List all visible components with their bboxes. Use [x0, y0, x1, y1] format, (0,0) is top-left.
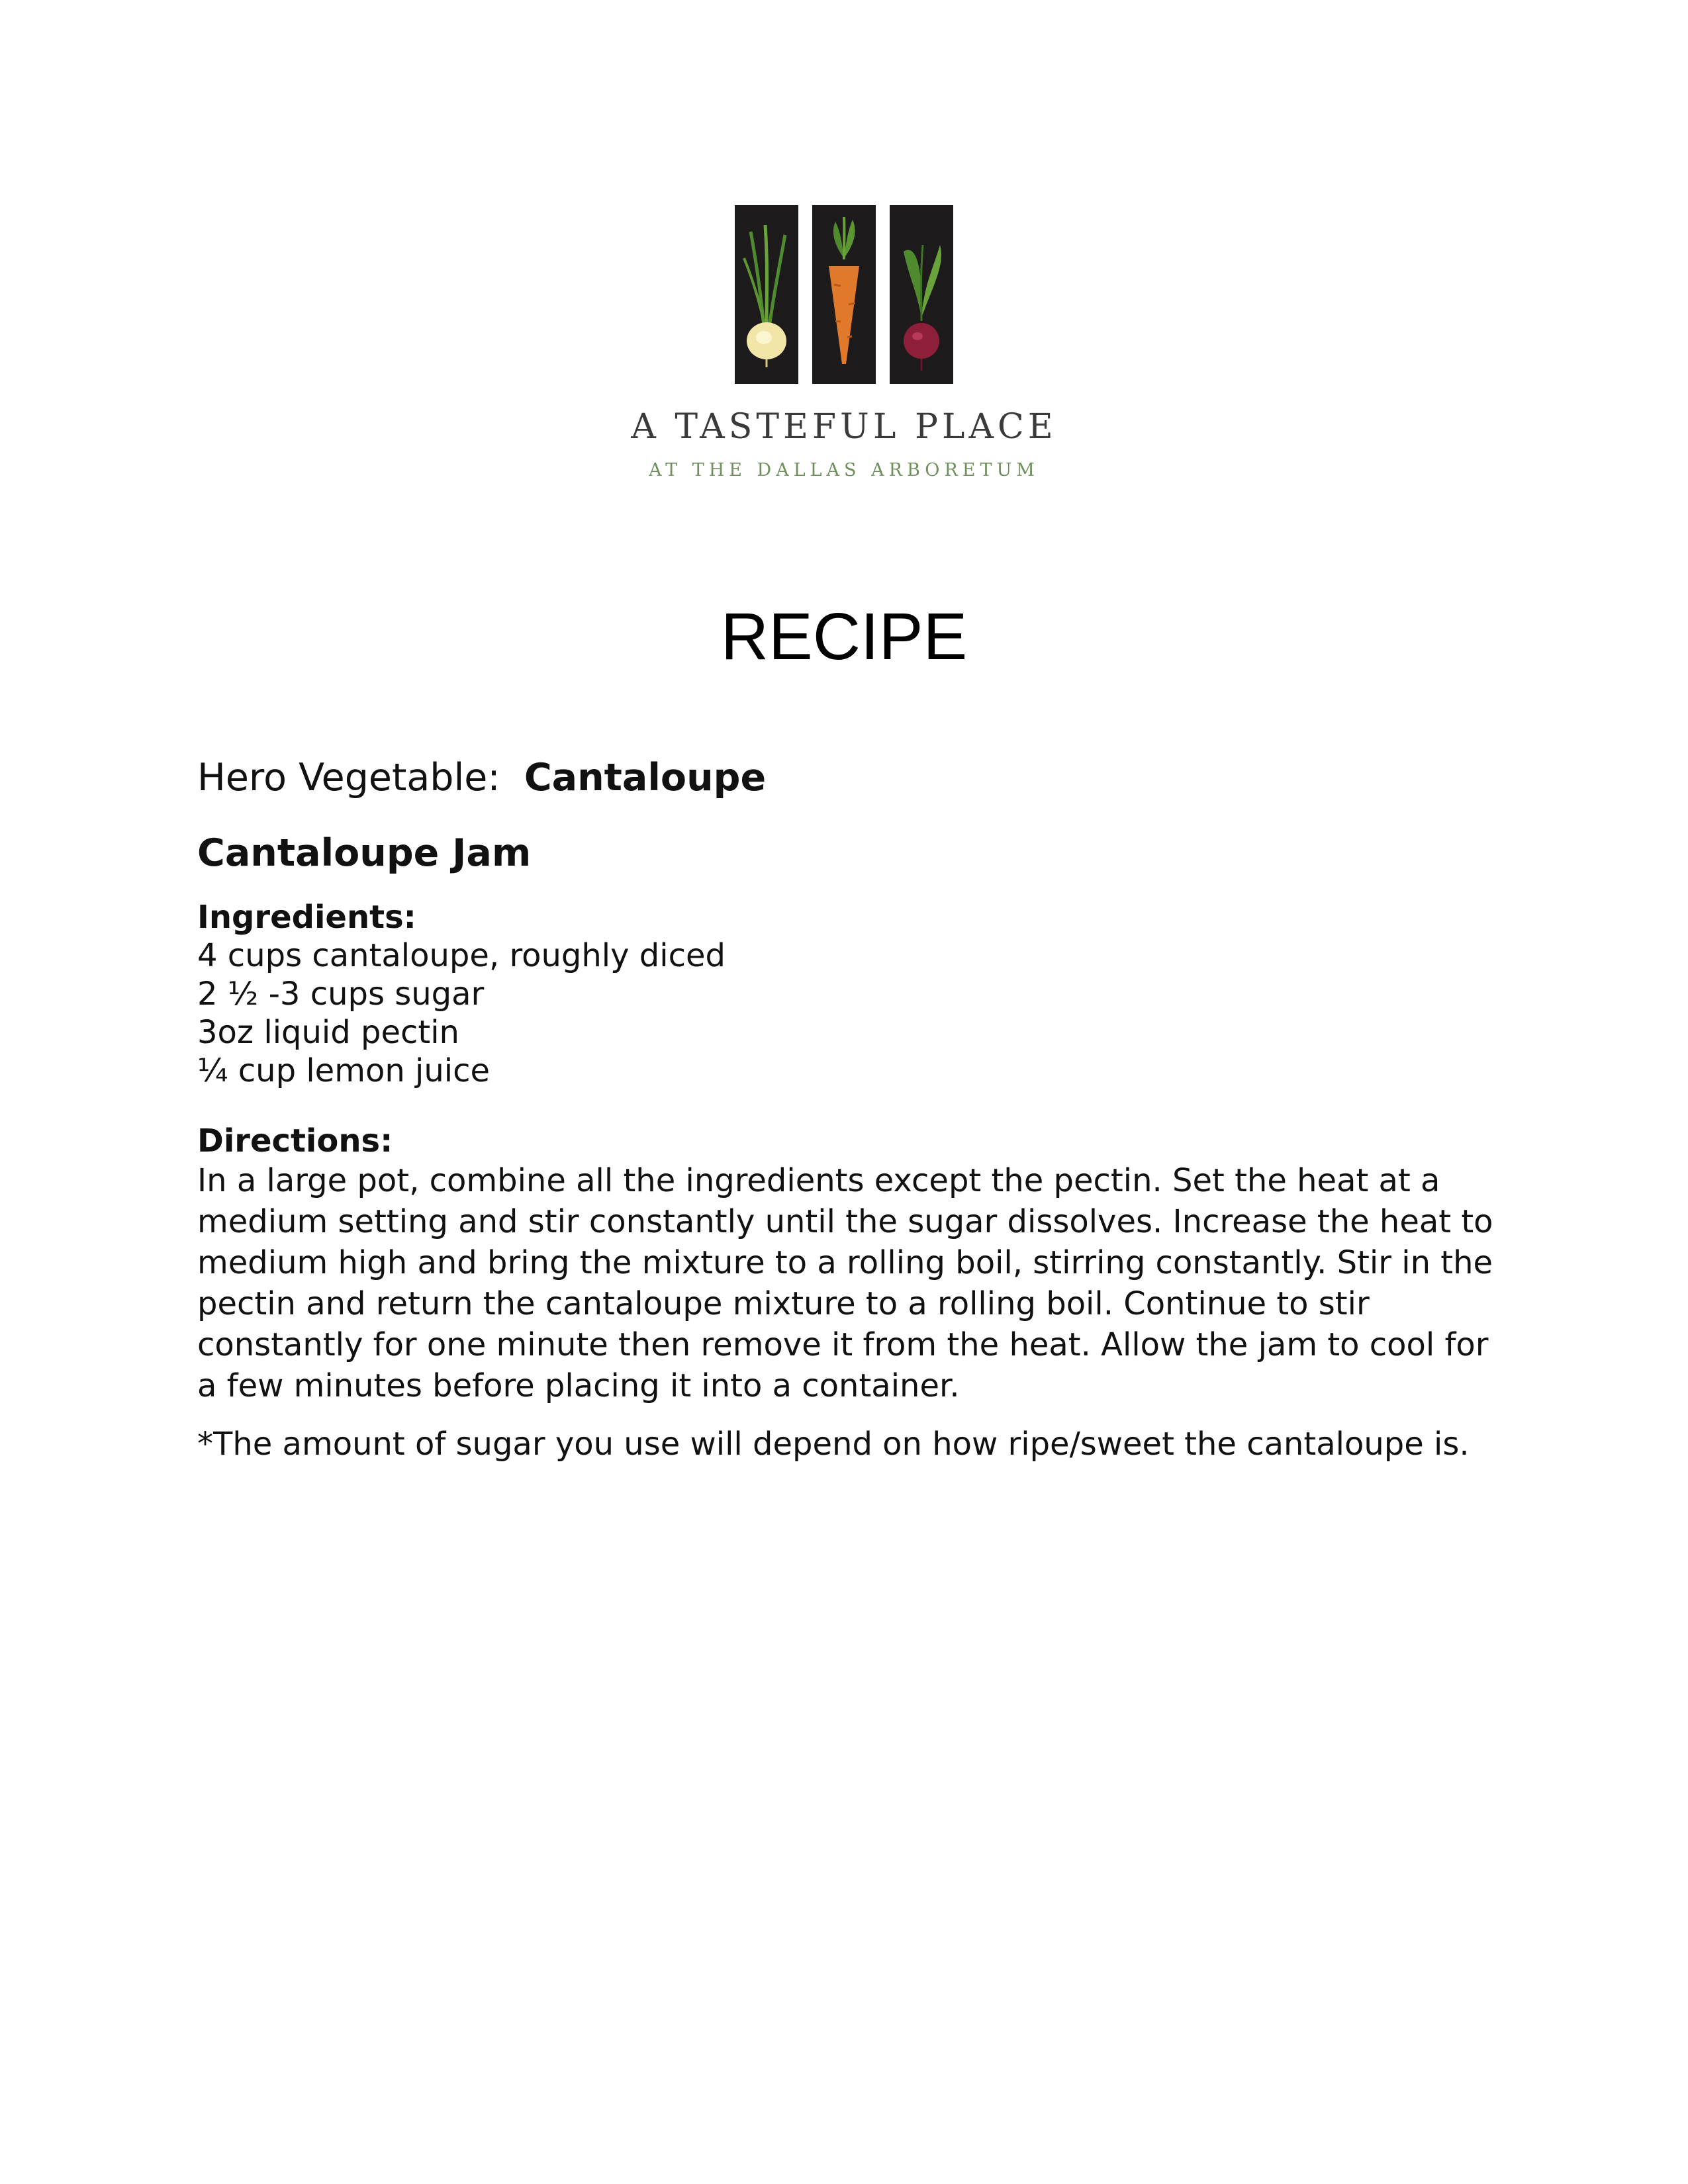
ingredients-label: Ingredients: [197, 899, 416, 936]
directions-label: Directions: [197, 1122, 393, 1160]
ingredients-list [197, 936, 1495, 1090]
page-title: RECIPE [720, 600, 968, 674]
recipe-content [197, 751, 1495, 1465]
onion-icon [735, 205, 798, 384]
brand-subtitle: AT THE DALLAS ARBORETUM [649, 460, 1039, 480]
directions-text: In a large pot, combine all the ingredients except the pectin. Set the heat at a medium setting and stir constantly until the sugar dissolves. Increase the heat to medium high and bring the mixture to a rolling boil, stirring constantly. Stir in the pectin and return the cantaloupe mixture to a rolling boil. Continue to stir constantly for one minute then remove it from the heat. Allow the jam to cool for a few minutes before placing it into a container. [197, 1162, 1493, 1404]
list-item: ¼ cup lemon juice [197, 1052, 491, 1089]
hero-vegetable-label: Hero Vegetable: [197, 756, 500, 799]
carrot-icon [812, 205, 876, 384]
brand-name: A TASTEFUL PLACE [631, 407, 1057, 447]
logo-image [735, 205, 953, 384]
sugar-note: *The amount of sugar you use will depend on how ripe/sweet the cantaloupe is. [197, 1426, 1470, 1463]
list-item: 2 ½ -3 cups sugar [197, 976, 485, 1013]
beet-icon [890, 205, 953, 384]
recipe-name: Cantaloupe Jam [197, 831, 532, 875]
list-item: 4 cups cantaloupe, roughly diced [197, 937, 726, 974]
hero-vegetable-value: Cantaloupe [524, 756, 767, 799]
list-item: 3oz liquid pectin [197, 1014, 459, 1051]
hero-vegetable [197, 751, 1495, 804]
